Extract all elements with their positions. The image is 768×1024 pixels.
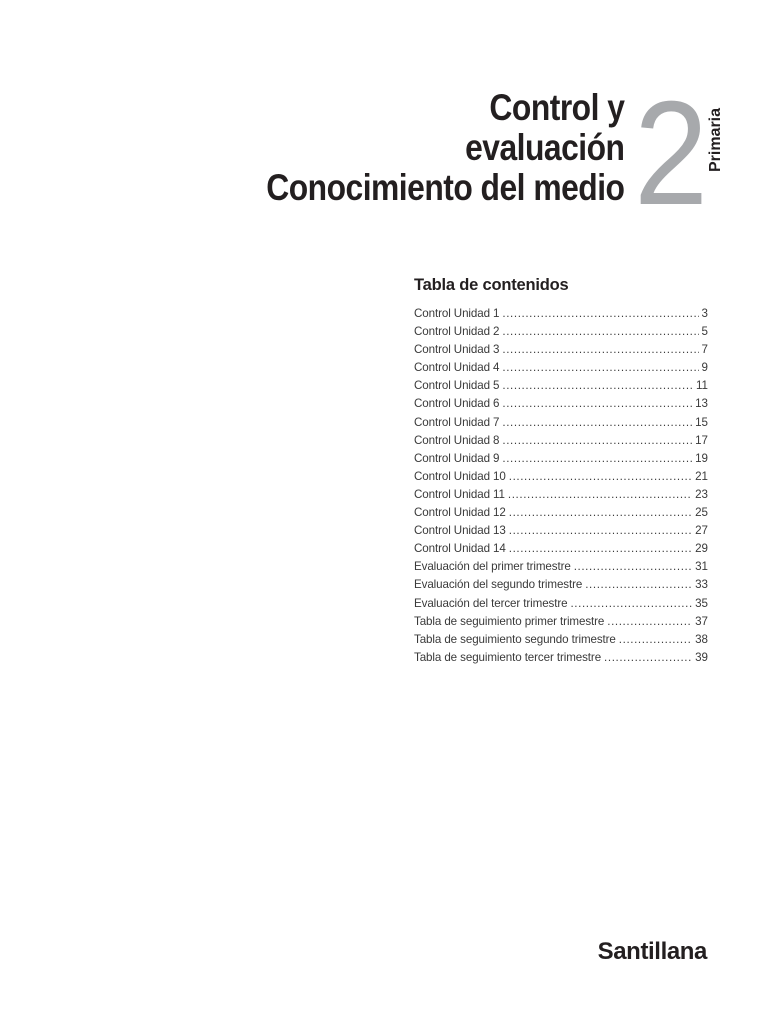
toc-entry-label: Evaluación del segundo trimestre — [414, 578, 583, 592]
toc-entry-leader — [509, 504, 692, 522]
toc-entry-label: Control Unidad 7 — [414, 415, 500, 429]
toc-entry-page: 23 — [695, 487, 708, 501]
toc-entry-label: Control Unidad 13 — [414, 524, 506, 538]
toc-entry-page: 9 — [701, 361, 708, 375]
toc-entry[interactable] — [414, 649, 708, 667]
toc-entry-page: 15 — [695, 415, 708, 429]
toc-entry-page: 21 — [695, 469, 708, 483]
toc-entry[interactable] — [414, 540, 708, 558]
toc-entry-leader — [502, 359, 698, 377]
toc-entry-page: 27 — [695, 524, 708, 538]
toc-entry[interactable] — [414, 395, 708, 413]
publisher-logo: Santillana — [597, 938, 707, 965]
toc-entry-label: Control Unidad 2 — [414, 325, 500, 339]
toc-entry-page: 38 — [695, 632, 708, 646]
toc-entry-label: Tabla de seguimiento segundo trimestre — [414, 632, 616, 646]
toc-entry-leader — [570, 595, 692, 613]
toc-entry-leader — [509, 540, 692, 558]
level-label: Primaria — [707, 107, 724, 173]
toc-entry-page: 39 — [695, 650, 708, 664]
toc-entry-page: 31 — [695, 560, 708, 574]
toc-entry-leader — [502, 395, 692, 413]
toc-entry-leader — [502, 323, 698, 341]
toc-entry-page: 13 — [695, 397, 708, 411]
toc-entry-label: Control Unidad 1 — [414, 307, 500, 320]
toc-entry-page: 11 — [695, 379, 708, 393]
toc-entry[interactable] — [414, 414, 708, 432]
toc-entry-leader — [604, 649, 692, 667]
toc-entry-leader — [509, 522, 692, 540]
document-title — [208, 88, 624, 208]
toc-entry-label: Control Unidad 11 — [414, 487, 505, 501]
toc-entry-page: 19 — [695, 451, 708, 465]
toc-entry-page: 3 — [701, 307, 708, 320]
toc-entry[interactable] — [414, 631, 708, 649]
toc-list — [414, 305, 708, 667]
toc-entry[interactable] — [414, 522, 708, 540]
toc-entry-leader — [502, 377, 693, 395]
toc-entry-leader — [502, 432, 692, 450]
toc-entry-label: Tabla de seguimiento tercer trimestre — [414, 650, 602, 664]
toc-entry[interactable] — [414, 305, 708, 323]
toc-entry[interactable] — [414, 613, 708, 631]
title-line-3: Conocimiento del medio — [265, 167, 624, 208]
toc-entry[interactable] — [414, 432, 708, 450]
toc-entry-leader — [508, 486, 692, 504]
toc-entry-leader — [502, 414, 692, 432]
toc-entry-label: Control Unidad 5 — [414, 379, 500, 393]
toc-entry-leader — [509, 468, 692, 486]
toc-entry[interactable] — [414, 450, 708, 468]
toc-entry[interactable] — [414, 359, 708, 377]
toc-entry-label: Evaluación del tercer trimestre — [414, 596, 568, 610]
toc-entry-leader — [619, 631, 692, 649]
toc-entry[interactable] — [414, 558, 708, 576]
toc-entry-page: 29 — [695, 542, 708, 556]
toc-entry-leader — [607, 613, 692, 631]
grade-number: 2 — [634, 71, 709, 236]
toc-entry[interactable] — [414, 341, 708, 359]
toc-entry[interactable] — [414, 576, 708, 594]
toc-entry-label: Control Unidad 14 — [414, 542, 506, 556]
toc-entry[interactable] — [414, 468, 708, 486]
toc-entry[interactable] — [414, 323, 708, 341]
toc-entry[interactable] — [414, 377, 708, 395]
toc-entry[interactable] — [414, 504, 708, 522]
toc-entry-label: Control Unidad 8 — [414, 433, 500, 447]
toc-entry[interactable] — [414, 486, 708, 504]
toc-entry-label: Control Unidad 3 — [414, 343, 500, 357]
toc-entry-page: 35 — [695, 596, 708, 610]
toc-entry-label: Tabla de seguimiento primer trimestre — [414, 614, 605, 628]
toc-entry-label: Control Unidad 9 — [414, 451, 500, 465]
toc-heading: Tabla de contenidos — [414, 276, 569, 294]
toc-entry-leader — [502, 305, 698, 323]
toc-entry-leader — [585, 576, 692, 594]
toc-entry[interactable] — [414, 595, 708, 613]
toc-entry-leader — [502, 341, 698, 359]
toc-entry-page: 33 — [695, 578, 708, 592]
title-line-1: Control y — [488, 87, 624, 128]
title-line-2: evaluación — [464, 127, 624, 168]
toc-entry-label: Control Unidad 12 — [414, 506, 506, 520]
toc-entry-page: 25 — [695, 506, 708, 520]
toc-entry-page: 5 — [701, 325, 708, 339]
toc-entry-page: 37 — [695, 614, 708, 628]
table-of-contents — [414, 274, 708, 667]
toc-entry-label: Control Unidad 4 — [414, 361, 500, 375]
toc-entry-page: 7 — [701, 343, 708, 357]
toc-entry-label: Control Unidad 6 — [414, 397, 500, 411]
toc-entry-label: Evaluación del primer trimestre — [414, 560, 571, 574]
toc-entry-label: Control Unidad 10 — [414, 469, 506, 483]
toc-entry-leader — [574, 558, 692, 576]
toc-entry-page: 17 — [695, 433, 708, 447]
toc-entry-leader — [502, 450, 692, 468]
